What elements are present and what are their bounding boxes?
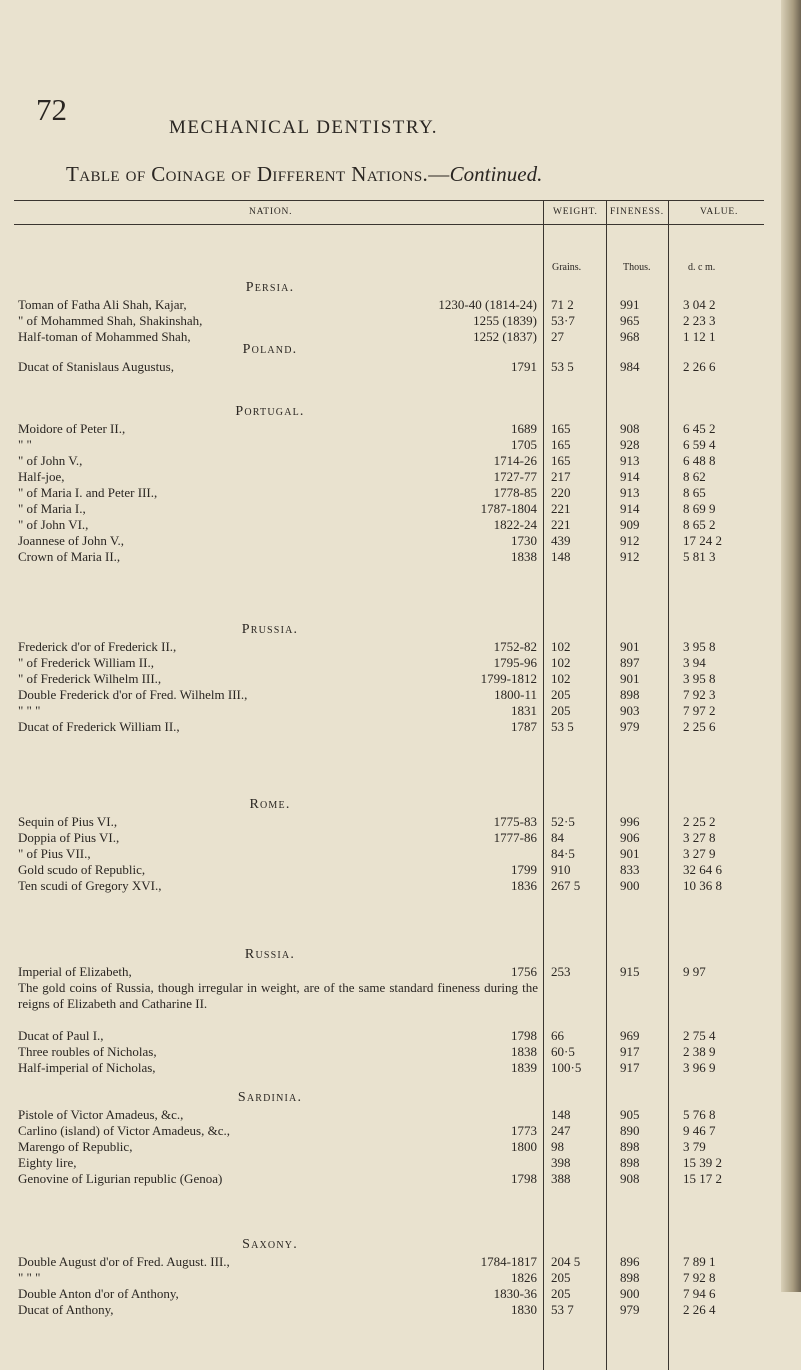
coin-weight: 439 — [551, 533, 571, 548]
coin-name: Ducat of Paul I., — [18, 1028, 104, 1043]
coin-date: 1787 — [511, 719, 537, 734]
coin-name: " of Pius VII., — [18, 846, 91, 861]
coin-date: 1830 — [511, 1302, 537, 1317]
coin-fineness: 898 — [620, 687, 640, 702]
coin-name: Marengo of Republic, — [18, 1139, 133, 1154]
coin-weight: 102 — [551, 671, 571, 686]
coin-date: 1778-85 — [493, 485, 537, 500]
coin-weight: 53 7 — [551, 1302, 574, 1317]
coin-weight: 71 2 — [551, 297, 574, 312]
coin-fineness: 898 — [620, 1139, 640, 1154]
running-head: MECHANICAL DENTISTRY. — [169, 117, 439, 138]
coin-fineness: 890 — [620, 1123, 640, 1138]
section-heading: Sardinia. — [237, 1090, 303, 1105]
page-edge — [781, 0, 801, 1292]
coin-name: Imperial of Elizabeth, — [18, 964, 132, 979]
coin-name: " of Maria I. and Peter III., — [18, 485, 158, 500]
coin-date: 1838 — [511, 1044, 537, 1059]
coin-name: " of Maria I., — [18, 501, 86, 516]
coin-weight: 165 — [551, 421, 571, 436]
coin-date: 1795-96 — [493, 655, 537, 670]
unit-value: d. c m. — [688, 262, 716, 273]
coin-date: 1787-1804 — [480, 501, 537, 516]
coin-value: 8 65 2 — [683, 517, 716, 532]
coin-name: Doppia of Pius VI., — [18, 830, 120, 845]
coin-fineness: 914 — [620, 469, 640, 484]
coin-name: Eighty lire, — [18, 1155, 77, 1170]
coin-fineness: 905 — [620, 1107, 640, 1122]
coin-name: Toman of Fatha Ali Shah, Kajar, — [18, 297, 187, 312]
coin-date: 1826 — [511, 1270, 537, 1285]
coin-name: " " " — [18, 703, 41, 718]
coin-value: 6 45 2 — [683, 421, 716, 436]
coin-date: 1784-1817 — [480, 1254, 537, 1269]
coin-fineness: 908 — [620, 421, 640, 436]
coin-name: Half-joe, — [18, 469, 65, 484]
coin-fineness: 912 — [620, 549, 640, 564]
coin-value: 2 38 9 — [683, 1044, 716, 1059]
coin-weight: 165 — [551, 437, 571, 452]
coin-weight: 205 — [551, 1270, 571, 1285]
coin-date: 1798 — [511, 1171, 537, 1186]
coin-weight: 398 — [551, 1155, 571, 1170]
header-value: VALUE. — [700, 207, 739, 217]
coin-name: " " " — [18, 1270, 41, 1285]
coin-date: 1756 — [511, 964, 537, 979]
coin-value: 10 36 8 — [683, 878, 722, 893]
coin-value: 7 92 3 — [683, 687, 716, 702]
coin-fineness: 979 — [620, 1302, 640, 1317]
coin-value: 17 24 2 — [683, 533, 722, 548]
coin-value: 5 76 8 — [683, 1107, 716, 1122]
header-fineness: FINENESS. — [610, 207, 664, 217]
coin-date: 1830-36 — [493, 1286, 537, 1301]
coin-date: 1252 (1837) — [473, 329, 537, 344]
coin-name: " of Frederick Wilhelm III., — [18, 671, 162, 686]
section-heading: Russia. — [244, 947, 296, 962]
coin-name: Double August d'or of Fred. August. III., — [18, 1254, 230, 1269]
coin-date: 1777-86 — [493, 830, 537, 845]
coin-value: 8 69 9 — [683, 501, 716, 516]
coin-date: 1799 — [511, 862, 537, 877]
coin-weight: 148 — [551, 549, 571, 564]
coin-fineness: 908 — [620, 1171, 640, 1186]
coin-name: Pistole of Victor Amadeus, &c., — [18, 1107, 184, 1122]
coin-name: Ducat of Stanislaus Augustus, — [18, 359, 174, 374]
coin-weight: 165 — [551, 453, 571, 468]
section-heading: Portugal. — [235, 404, 305, 419]
page-number: 72 — [36, 92, 67, 127]
table-note: The gold coins of Russia, though irregular in weight, are of the same standard fineness during the reigns of Elizabeth and Catharine II. — [18, 980, 538, 1011]
column-rule-fineness — [606, 200, 607, 1370]
coin-fineness: 991 — [620, 297, 640, 312]
coin-fineness: 906 — [620, 830, 640, 845]
coin-weight: 221 — [551, 517, 571, 532]
coin-name: " " — [18, 437, 32, 452]
coin-value: 15 17 2 — [683, 1171, 722, 1186]
coin-weight: 53 5 — [551, 359, 574, 374]
coin-weight: 102 — [551, 639, 571, 654]
coin-fineness: 900 — [620, 1286, 640, 1301]
table-title — [66, 162, 542, 187]
coin-date: 1800 — [511, 1139, 537, 1154]
coin-value: 8 62 — [683, 469, 706, 484]
column-rule-weight — [543, 200, 544, 1370]
coin-value: 2 25 6 — [683, 719, 716, 734]
section-heading: Saxony. — [242, 1237, 298, 1252]
coin-date: 1798 — [511, 1028, 537, 1043]
coin-value: 9 97 — [683, 964, 706, 979]
coin-date: 1791 — [511, 359, 537, 374]
coin-date: 1727-77 — [493, 469, 537, 484]
coin-name: Sequin of Pius VI., — [18, 814, 118, 829]
coin-weight: 84·5 — [551, 846, 575, 861]
coin-fineness: 914 — [620, 501, 640, 516]
coin-fineness: 897 — [620, 655, 640, 670]
table-top-rule — [14, 200, 764, 201]
coin-date: 1838 — [511, 549, 537, 564]
coin-fineness: 965 — [620, 313, 640, 328]
coin-weight: 98 — [551, 1139, 564, 1154]
coin-weight: 205 — [551, 687, 571, 702]
coin-weight: 217 — [551, 469, 571, 484]
coin-date: 1773 — [511, 1123, 537, 1138]
coin-fineness: 984 — [620, 359, 640, 374]
coin-weight: 221 — [551, 501, 571, 516]
coin-name: Ten scudi of Gregory XVI., — [18, 878, 162, 893]
coin-weight: 205 — [551, 703, 571, 718]
coin-date: 1255 (1839) — [473, 313, 537, 328]
coin-weight: 27 — [551, 329, 564, 344]
coin-fineness: 928 — [620, 437, 640, 452]
table-header-rule — [14, 224, 764, 225]
coin-value: 7 97 2 — [683, 703, 716, 718]
coin-weight: 102 — [551, 655, 571, 670]
coin-value: 3 79 — [683, 1139, 706, 1154]
coin-value: 5 81 3 — [683, 549, 716, 564]
coin-weight: 205 — [551, 1286, 571, 1301]
coin-value: 3 95 8 — [683, 639, 716, 654]
coin-value: 7 89 1 — [683, 1254, 716, 1269]
coin-fineness: 913 — [620, 453, 640, 468]
section-heading: Persia. — [245, 280, 295, 295]
coin-fineness: 969 — [620, 1028, 640, 1043]
coin-weight: 60·5 — [551, 1044, 575, 1059]
coin-value: 32 64 6 — [683, 862, 722, 877]
coin-name: Half-toman of Mohammed Shah, — [18, 329, 191, 344]
coin-weight: 148 — [551, 1107, 571, 1122]
coin-weight: 253 — [551, 964, 571, 979]
coin-fineness: 996 — [620, 814, 640, 829]
coin-value: 3 27 8 — [683, 830, 716, 845]
coin-value: 2 23 3 — [683, 313, 716, 328]
coin-fineness: 913 — [620, 485, 640, 500]
coin-name: Half-imperial of Nicholas, — [18, 1060, 156, 1075]
unit-weight: Grains. — [552, 262, 582, 273]
coin-value: 3 94 — [683, 655, 706, 670]
coin-fineness: 968 — [620, 329, 640, 344]
coin-fineness: 979 — [620, 719, 640, 734]
coin-weight: 204 5 — [551, 1254, 581, 1269]
coin-value: 7 92 8 — [683, 1270, 716, 1285]
coin-fineness: 903 — [620, 703, 640, 718]
coin-value: 1 12 1 — [683, 329, 716, 344]
coin-fineness: 898 — [620, 1270, 640, 1285]
coin-date: 1836 — [511, 878, 537, 893]
coin-date: 1839 — [511, 1060, 537, 1075]
coin-value: 3 96 9 — [683, 1060, 716, 1075]
coin-name: " of John VI., — [18, 517, 89, 532]
section-heading: Poland. — [242, 342, 298, 357]
coin-weight: 388 — [551, 1171, 571, 1186]
coin-fineness: 909 — [620, 517, 640, 532]
coin-fineness: 896 — [620, 1254, 640, 1269]
unit-fineness: Thous. — [623, 262, 651, 273]
coin-fineness: 917 — [620, 1044, 640, 1059]
coin-value: 2 26 4 — [683, 1302, 716, 1317]
coin-value: 3 04 2 — [683, 297, 716, 312]
coin-value: 9 46 7 — [683, 1123, 716, 1138]
coin-name: " of Frederick William II., — [18, 655, 154, 670]
coin-fineness: 915 — [620, 964, 640, 979]
coin-name: Double Anton d'or of Anthony, — [18, 1286, 179, 1301]
coin-name: Joannese of John V., — [18, 533, 125, 548]
title-main: Table of Coinage of Different Nations.— — [66, 162, 450, 186]
coin-value: 15 39 2 — [683, 1155, 722, 1170]
coin-fineness: 900 — [620, 878, 640, 893]
coin-date: 1230-40 (1814-24) — [438, 297, 537, 312]
coin-weight: 52·5 — [551, 814, 575, 829]
coin-name: " of Mohammed Shah, Shakinshah, — [18, 313, 203, 328]
coin-value: 2 25 2 — [683, 814, 716, 829]
coin-fineness: 898 — [620, 1155, 640, 1170]
coin-date: 1714-26 — [493, 453, 537, 468]
coin-value: 2 26 6 — [683, 359, 716, 374]
coin-name: " of John V., — [18, 453, 83, 468]
coin-weight: 247 — [551, 1123, 571, 1138]
coin-weight: 220 — [551, 485, 571, 500]
coin-weight: 53·7 — [551, 313, 575, 328]
coin-date: 1752-82 — [493, 639, 537, 654]
coin-name: Ducat of Anthony, — [18, 1302, 114, 1317]
coin-weight: 66 — [551, 1028, 564, 1043]
coin-weight: 84 — [551, 830, 564, 845]
coin-value: 6 48 8 — [683, 453, 716, 468]
coin-name: Crown of Maria II., — [18, 549, 121, 564]
coin-weight: 53 5 — [551, 719, 574, 734]
coin-weight: 267 5 — [551, 878, 581, 893]
coin-name: Frederick d'or of Frederick II., — [18, 639, 177, 654]
coin-date: 1831 — [511, 703, 537, 718]
title-continued: Continued. — [449, 162, 543, 186]
coin-date: 1799-1812 — [480, 671, 537, 686]
coin-name: Double Frederick d'or of Fred. Wilhelm III., — [18, 687, 248, 702]
coin-value: 2 75 4 — [683, 1028, 716, 1043]
coin-fineness: 901 — [620, 846, 640, 861]
column-rule-value — [668, 200, 669, 1370]
coin-value: 3 27 9 — [683, 846, 716, 861]
coin-date: 1775-83 — [493, 814, 537, 829]
coin-name: Three roubles of Nicholas, — [18, 1044, 157, 1059]
coin-value: 6 59 4 — [683, 437, 716, 452]
coin-name: Gold scudo of Republic, — [18, 862, 146, 877]
header-nation: NATION. — [249, 207, 293, 217]
section-heading: Prussia. — [241, 622, 299, 637]
coin-fineness: 901 — [620, 671, 640, 686]
coin-fineness: 833 — [620, 862, 640, 877]
section-heading: Rome. — [249, 797, 291, 812]
coin-value: 7 94 6 — [683, 1286, 716, 1301]
coin-fineness: 912 — [620, 533, 640, 548]
coin-value: 8 65 — [683, 485, 706, 500]
header-weight: WEIGHT. — [553, 207, 598, 217]
coin-name: Moidore of Peter II., — [18, 421, 126, 436]
coin-name: Carlino (island) of Victor Amadeus, &c., — [18, 1123, 230, 1138]
coin-weight: 100·5 — [551, 1060, 582, 1075]
coin-name: Ducat of Frederick William II., — [18, 719, 180, 734]
coin-date: 1730 — [511, 533, 537, 548]
coin-name: Genovine of Ligurian republic (Genoa) — [18, 1171, 223, 1186]
coin-date: 1705 — [511, 437, 537, 452]
coin-weight: 910 — [551, 862, 571, 877]
coin-fineness: 917 — [620, 1060, 640, 1075]
coin-date: 1800-11 — [494, 687, 537, 702]
coin-date: 1822-24 — [493, 517, 537, 532]
coin-fineness: 901 — [620, 639, 640, 654]
coin-date: 1689 — [511, 421, 537, 436]
coin-value: 3 95 8 — [683, 671, 716, 686]
